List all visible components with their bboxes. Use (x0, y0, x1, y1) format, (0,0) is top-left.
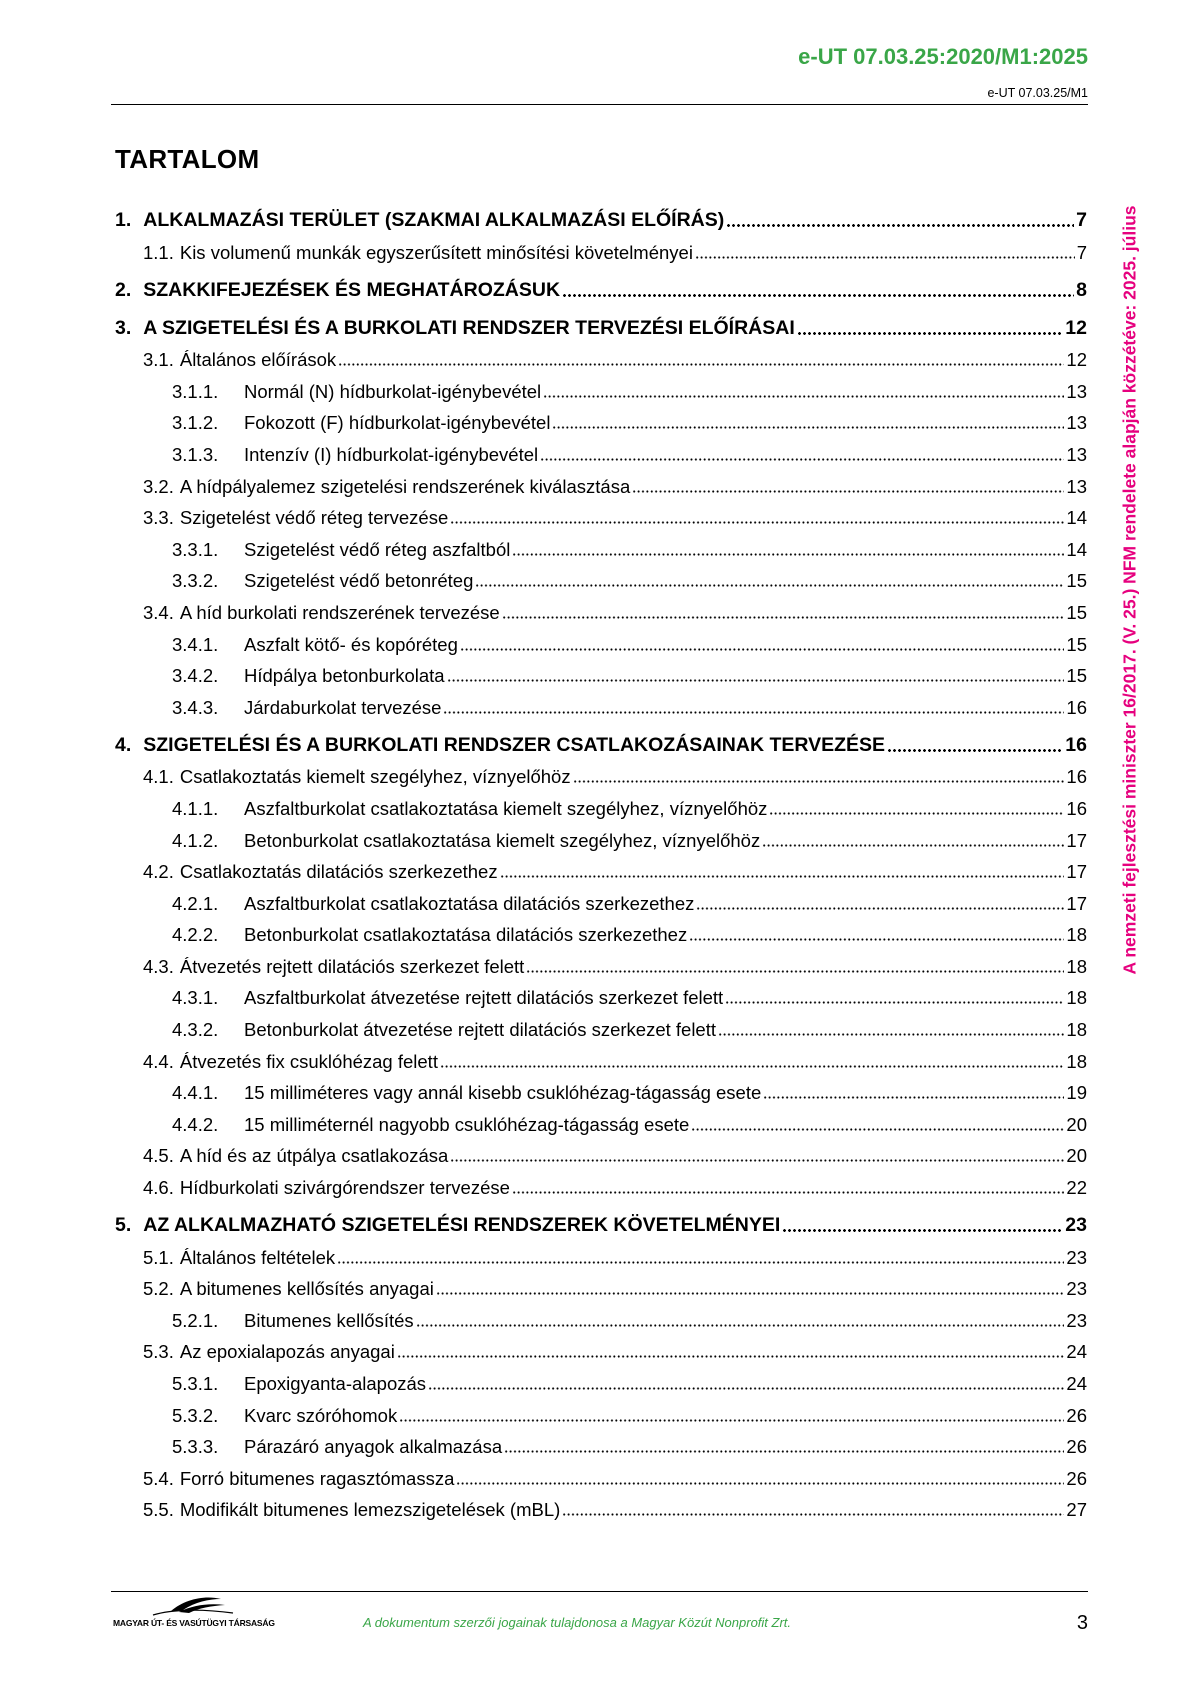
toc-entry-3-3[interactable] (0, 498, 1087, 530)
toc-entry-number: 5.3. (143, 1341, 174, 1363)
toc-entry-1-1[interactable] (0, 232, 1087, 264)
toc-dot-leader (543, 395, 1064, 398)
toc-entry-label: Kvarc szóróhomok (244, 1404, 398, 1426)
toc-entry-number: 5.3.3. (172, 1436, 219, 1458)
toc-dot-leader (562, 1513, 1064, 1516)
toc-entry-label: Járdaburkolat tervezése (244, 696, 442, 718)
toc-entry-number: 4. (115, 733, 132, 756)
toc-entry-number: 4.2.2. (172, 924, 219, 946)
toc-entry-page: 15 (1066, 601, 1087, 623)
header-divider (111, 104, 1088, 105)
toc-entry-5-3-1[interactable] (0, 1363, 1087, 1395)
toc-entry-4-5[interactable] (0, 1136, 1087, 1168)
toc-dot-leader (397, 1355, 1065, 1358)
toc-entry-page: 24 (1066, 1341, 1087, 1363)
toc-entry-page: 17 (1066, 829, 1087, 851)
toc-entry-2[interactable] (0, 268, 1087, 302)
toc-entry-label: Intenzív (I) hídburkolat-igénybevétel (244, 443, 539, 465)
toc-dot-leader (456, 1482, 1064, 1485)
toc-entry-page: 13 (1066, 380, 1087, 402)
toc-dot-leader (436, 1292, 1065, 1295)
toc-dot-leader (763, 1096, 1064, 1099)
toc-entry-label: Aszfaltburkolat csatlakoztatása dilatációs szerkezethez (244, 892, 695, 914)
toc-entry-4-2[interactable] (0, 852, 1087, 884)
toc-entry-page: 15 (1066, 665, 1087, 687)
toc-entry-page: 23 (1065, 1214, 1087, 1237)
toc-entry-3-1[interactable] (0, 340, 1087, 372)
toc-entry-number: 4.4. (143, 1050, 174, 1072)
toc-entry-label: A SZIGETELÉSI ÉS A BURKOLATI RENDSZER TERVEZÉSI ELŐÍRÁSAI (143, 316, 795, 339)
toc-entry-5-2[interactable] (0, 1269, 1087, 1301)
toc-entry-number: 3.2. (143, 475, 174, 497)
toc-entry-number: 5.2.1. (172, 1309, 219, 1331)
toc-entry-label: Bitumenes kellősítés (244, 1309, 414, 1331)
toc-entry-number: 5. (115, 1214, 132, 1237)
toc-entry-3-1-3[interactable] (0, 434, 1087, 466)
toc-entry-4-1[interactable] (0, 757, 1087, 789)
toc-entry-page: 16 (1065, 733, 1087, 756)
toc-entry-4-2-1[interactable] (0, 883, 1087, 915)
toc-entry-4-3-2[interactable] (0, 1009, 1087, 1041)
toc-entry-label: Az epoxialapozás anyagai (179, 1341, 395, 1363)
toc-entry-page: 19 (1066, 1082, 1087, 1104)
toc-entry-number: 4.4.1. (172, 1082, 219, 1104)
toc-dot-leader (337, 1261, 1064, 1264)
toc-dot-leader (428, 1387, 1064, 1390)
toc-entry-4-1-2[interactable] (0, 820, 1087, 852)
toc-entry-page: 20 (1066, 1145, 1087, 1167)
toc-entry-page: 7 (1076, 209, 1087, 231)
toc-entry-3-4-2[interactable] (0, 656, 1087, 688)
toc-entry-label: Modifikált bitumenes lemezszigetelések (mBL) (179, 1499, 561, 1521)
toc-entry-label: A híd és az útpálya csatlakozása (179, 1145, 449, 1167)
document-subcode: e-UT 07.03.25/M1 (987, 86, 1088, 100)
toc-dot-leader (512, 1191, 1064, 1194)
toc-entry-page: 18 (1066, 987, 1087, 1009)
toc-entry-number: 4.2.1. (172, 892, 219, 914)
toc-dot-leader (460, 648, 1065, 651)
toc-entry-page: 23 (1066, 1278, 1087, 1300)
toc-entry-1[interactable] (0, 198, 1087, 232)
toc-entry-4-2-2[interactable] (0, 915, 1087, 947)
toc-entry-label: SZIGETELÉSI ÉS A BURKOLATI RENDSZER CSATLAKOZÁSAINAK TERVEZÉSE (143, 733, 886, 756)
toc-dot-leader (540, 458, 1064, 461)
toc-entry-number: 4.3. (143, 955, 174, 977)
society-logo-text: MAGYAR ÚT- ÉS VASÚTÜGYI TÁRSASÁG (113, 1618, 275, 1628)
toc-entry-label: ALKALMAZÁSI TERÜLET (SZAKMAI ALKALMAZÁSI ELŐÍRÁS) (143, 209, 725, 231)
toc-entry-page: 16 (1066, 797, 1087, 819)
toc-entry-5-2-1[interactable] (0, 1300, 1087, 1332)
toc-entry-number: 4.1. (143, 766, 174, 788)
toc-entry-page: 18 (1066, 955, 1087, 977)
toc-entry-label: 15 milliméteres vagy annál kisebb csuklóhézag-tágasság esete (244, 1082, 762, 1104)
toc-entry-number: 5.2. (143, 1278, 174, 1300)
toc-entry-3-4[interactable] (0, 592, 1087, 624)
toc-entry-4-4-1[interactable] (0, 1073, 1087, 1105)
toc-entry-page: 13 (1066, 475, 1087, 497)
toc-entry-number: 4.2. (143, 861, 174, 883)
toc-entry-label: Átvezetés fix csuklóhézag felett (179, 1050, 438, 1072)
toc-entry-label: Átvezetés rejtett dilatációs szerkezet felett (179, 955, 525, 977)
toc-entry-3-4-3[interactable] (0, 687, 1087, 719)
toc-entry-number: 4.3.2. (172, 1019, 219, 1041)
toc-entry-page: 27 (1066, 1499, 1087, 1521)
toc-entry-4-1-1[interactable] (0, 788, 1087, 820)
toc-entry-page: 8 (1076, 278, 1087, 301)
publication-side-note: A nemzeti fejlesztési miniszter 16/2017. (V. 25.) NFM rendelete alapján közzétéve: 2025. július (1119, 205, 1140, 975)
toc-dot-leader (782, 1229, 1063, 1232)
toc-entry-number: 4.1.2. (172, 829, 219, 851)
toc-dot-leader (562, 294, 1074, 297)
toc-entry-page: 23 (1066, 1309, 1087, 1331)
toc-dot-leader (632, 490, 1064, 493)
toc-entry-page: 26 (1066, 1404, 1087, 1426)
toc-entry-number: 4.4.2. (172, 1113, 219, 1135)
toc-entry-page: 13 (1066, 443, 1087, 465)
toc-entry-page: 17 (1066, 892, 1087, 914)
toc-entry-label: A híd burkolati rendszerének tervezése (179, 601, 500, 623)
toc-entry-page: 17 (1066, 861, 1087, 883)
toc-entry-number: 4.6. (143, 1177, 174, 1199)
toc-entry-3-1-1[interactable] (0, 371, 1087, 403)
toc-entry-number: 3.3.2. (172, 570, 219, 592)
toc-dot-leader (526, 970, 1064, 973)
toc-entry-number: 5.4. (143, 1467, 174, 1489)
toc-dot-leader (552, 426, 1064, 429)
toc-entry-5-1[interactable] (0, 1237, 1087, 1269)
table-of-contents (0, 198, 1190, 1521)
toc-entry-4-3[interactable] (0, 946, 1087, 978)
toc-entry-number: 5.3.2. (172, 1404, 219, 1426)
toc-entry-page: 13 (1066, 412, 1087, 434)
toc-entry-number: 3.4. (143, 601, 174, 623)
toc-entry-number: 3.4.2. (172, 665, 219, 687)
copyright-notice: A dokumentum szerzői jogainak tulajdonosa a Magyar Közút Nonprofit Zrt. (363, 1615, 792, 1630)
toc-dot-leader (447, 679, 1065, 682)
toc-entry-page: 18 (1066, 924, 1087, 946)
toc-entry-label: Aszfaltburkolat csatlakoztatása kiemelt szegélyhez, víznyelőhöz (244, 797, 768, 819)
toc-entry-page: 12 (1065, 316, 1087, 339)
toc-entry-label: Kis volumenű munkák egyszerűsített minősítési követelményei (179, 241, 693, 263)
toc-dot-leader (797, 332, 1064, 335)
toc-entry-page: 26 (1066, 1436, 1087, 1458)
toc-dot-leader (769, 812, 1064, 815)
toc-dot-leader (512, 553, 1064, 556)
toc-dot-leader (502, 616, 1065, 619)
toc-entry-5-3-2[interactable] (0, 1395, 1087, 1427)
toc-entry-label: Szigetelést védő betonréteg (244, 570, 474, 592)
toc-entry-page: 18 (1066, 1019, 1087, 1041)
toc-entry-page: 16 (1066, 766, 1087, 788)
toc-entry-number: 3. (115, 316, 132, 339)
toc-dot-leader (573, 780, 1065, 783)
toc-entry-number: 3.1.1. (172, 380, 219, 402)
toc-entry-page: 14 (1066, 507, 1087, 529)
toc-entry-label: Csatlakoztatás dilatációs szerkezethez (179, 861, 498, 883)
toc-entry-label: Általános előírások (179, 349, 337, 371)
toc-entry-page: 12 (1066, 349, 1087, 371)
toc-entry-number: 3.1.3. (172, 443, 219, 465)
toc-entry-number: 3.4.3. (172, 696, 219, 718)
toc-dot-leader (399, 1419, 1064, 1422)
toc-entry-number: 5.3.1. (172, 1373, 219, 1394)
toc-entry-page: 14 (1066, 538, 1087, 560)
toc-dot-leader (416, 1324, 1065, 1327)
toc-dot-leader (475, 584, 1064, 587)
toc-dot-leader (718, 1033, 1064, 1036)
toc-entry-label: Forró bitumenes ragasztómassza (179, 1467, 455, 1489)
toc-dot-leader (338, 363, 1064, 366)
toc-entry-label: Betonburkolat csatlakoztatása kiemelt szegélyhez, víznyelőhöz (244, 829, 761, 851)
toc-entry-number: 2. (115, 278, 132, 301)
toc-entry-number: 3.1. (143, 349, 174, 371)
toc-entry-page: 16 (1066, 696, 1087, 718)
toc-entry-number: 4.1.1. (172, 797, 219, 819)
toc-entry-3-3-2[interactable] (0, 561, 1087, 593)
toc-entry-number: 5.5. (143, 1499, 174, 1521)
toc-entry-label: Fokozott (F) hídburkolat-igénybevétel (244, 412, 551, 434)
page-number: 3 (1076, 1612, 1088, 1634)
toc-entry-label: Hídpálya betonburkolata (244, 665, 445, 687)
toc-entry-number: 3.4.1. (172, 633, 219, 655)
toc-dot-leader (450, 1159, 1064, 1162)
toc-dot-leader (440, 1065, 1064, 1068)
toc-entry-label: Aszfalt kötő- és kopóréteg (244, 633, 458, 655)
toc-entry-label: Párazáró anyagok alkalmazása (244, 1436, 503, 1458)
toc-entry-label: Hídburkolati szivárgórendszer tervezése (179, 1177, 510, 1199)
toc-entry-number: 4.5. (143, 1145, 174, 1167)
toc-dot-leader (504, 1450, 1064, 1453)
toc-entry-number: 4.3.1. (172, 987, 219, 1009)
toc-entry-number: 1.1. (143, 241, 174, 263)
toc-entry-label: Aszfaltburkolat átvezetése rejtett dilatációs szerkezet felett (244, 987, 724, 1009)
toc-entry-label: Betonburkolat átvezetése rejtett dilatációs szerkezet felett (244, 1019, 717, 1041)
toc-entry-4-4-2[interactable] (0, 1104, 1087, 1136)
toc-entry-4-3-1[interactable] (0, 978, 1087, 1010)
toc-entry-label: Normál (N) hídburkolat-igénybevétel (244, 380, 542, 402)
toc-title: TARTALOM (115, 144, 260, 174)
toc-entry-label: Szigetelést védő réteg tervezése (179, 507, 449, 529)
toc-entry-number: 3.3.1. (172, 538, 219, 560)
toc-entry-label: A bitumenes kellősítés anyagai (179, 1278, 434, 1300)
toc-dot-leader (762, 844, 1064, 847)
toc-entry-page: 26 (1066, 1467, 1087, 1489)
toc-entry-page: 18 (1066, 1050, 1087, 1072)
toc-dot-leader (443, 711, 1064, 714)
toc-entry-label: Csatlakoztatás kiemelt szegélyhez, víznyelőhöz (179, 766, 571, 788)
toc-entry-label: A hídpályalemez szigetelési rendszerének kiválasztása (179, 475, 631, 497)
toc-entry-label: Betonburkolat csatlakoztatása dilatációs szerkezethez (244, 924, 688, 946)
toc-dot-leader (887, 749, 1063, 752)
toc-entry-4-6[interactable] (0, 1167, 1087, 1199)
toc-entry-4-4[interactable] (0, 1041, 1087, 1073)
toc-entry-3-3-1[interactable] (0, 529, 1087, 561)
toc-entry-5-3[interactable] (0, 1332, 1087, 1364)
toc-dot-leader (696, 907, 1064, 910)
toc-entry-page: 15 (1066, 570, 1087, 592)
toc-entry-3-2[interactable] (0, 466, 1087, 498)
toc-entry-number: 1. (115, 209, 132, 231)
toc-entry-5[interactable] (0, 1203, 1087, 1237)
toc-entry-3-1-2[interactable] (0, 403, 1087, 435)
toc-entry-page: 24 (1066, 1373, 1087, 1394)
toc-entry-3-4-1[interactable] (0, 624, 1087, 656)
toc-dot-leader (691, 1128, 1064, 1131)
toc-entry-5-4[interactable] (0, 1458, 1087, 1490)
toc-entry-3[interactable] (0, 306, 1087, 340)
toc-entry-number: 3.3. (143, 507, 174, 529)
toc-entry-5-3-3[interactable] (0, 1427, 1087, 1459)
toc-dot-leader (450, 521, 1064, 524)
toc-entry-number: 5.1. (143, 1246, 174, 1268)
toc-entry-number: 3.1.2. (172, 412, 219, 434)
toc-entry-page: 7 (1076, 241, 1087, 263)
toc-entry-label: Epoxigyanta-alapozás (244, 1373, 427, 1394)
toc-entry-label: 15 milliméternél nagyobb csuklóhézag-tágasság esete (244, 1113, 690, 1135)
toc-entry-label: Általános feltételek (179, 1246, 336, 1268)
toc-dot-leader (726, 224, 1074, 227)
footer-divider (111, 1591, 1088, 1592)
toc-entry-page: 20 (1066, 1113, 1087, 1135)
toc-entry-label: AZ ALKALMAZHATÓ SZIGETELÉSI RENDSZEREK KÖVETELMÉNYEI (143, 1214, 781, 1237)
toc-entry-page: 15 (1066, 633, 1087, 655)
toc-entry-page: 22 (1066, 1177, 1087, 1199)
toc-entry-page: 23 (1066, 1246, 1087, 1268)
document-code: e-UT 07.03.25:2020/M1:2025 (798, 44, 1088, 69)
toc-dot-leader (695, 256, 1075, 259)
toc-entry-4[interactable] (0, 723, 1087, 757)
toc-dot-leader (725, 1001, 1064, 1004)
toc-entry-label: SZAKKIFEJEZÉSEK ÉS MEGHATÁROZÁSUK (143, 278, 561, 301)
toc-dot-leader (500, 875, 1065, 878)
toc-entry-label: Szigetelést védő réteg aszfaltból (244, 538, 511, 560)
toc-dot-leader (689, 938, 1064, 941)
toc-entry-5-5[interactable] (0, 1490, 1087, 1522)
